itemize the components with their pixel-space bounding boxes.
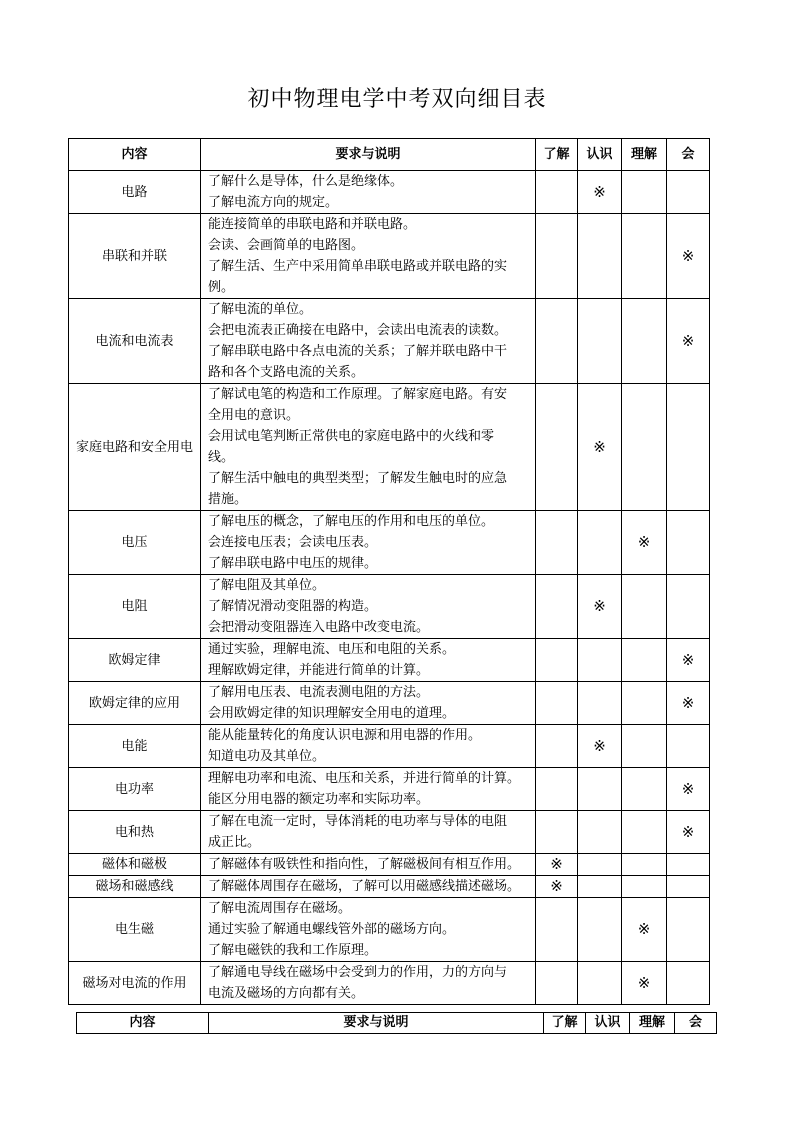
level-mark: ※ xyxy=(667,768,710,811)
level-cell-1 xyxy=(536,384,578,511)
header-desc: 要求与说明 xyxy=(209,1013,544,1034)
level-cell-1 xyxy=(536,511,578,575)
page-title: 初中物理电学中考双向细目表 xyxy=(247,87,547,112)
description-line: 了解用电压表、电流表测电阻的方法。 xyxy=(208,685,430,700)
description-line: 会连接电压表；会读电压表。 xyxy=(208,535,378,550)
level-cell-3 xyxy=(622,854,667,876)
description-line: 电流及磁场的方向都有关。 xyxy=(208,986,365,1001)
description-line: 线。 xyxy=(208,450,235,465)
level-cell-4 xyxy=(667,876,710,898)
description-line: 了解情况滑动变阻器的构造。 xyxy=(208,599,378,614)
table-header-row xyxy=(69,139,710,171)
description-line: 了解磁体有吸铁性和指向性，了解磁极间有相互作用。 xyxy=(208,857,521,872)
table-row xyxy=(69,876,710,898)
row-content: 电阻 xyxy=(69,575,201,639)
description-line: 理解电功率和电流、电压和关系，并进行简单的计算。 xyxy=(208,771,521,786)
level-mark: ※ xyxy=(536,876,578,898)
level-cell-2 xyxy=(578,962,622,1005)
row-content: 欧姆定律的应用 xyxy=(69,682,201,725)
row-content: 磁场和磁感线 xyxy=(69,876,201,898)
level-cell-3 xyxy=(622,682,667,725)
table-row xyxy=(69,682,710,725)
row-description xyxy=(201,682,536,725)
description-line: 全用电的意识。 xyxy=(208,408,300,423)
description-line: 了解电阻及其单位。 xyxy=(208,578,326,593)
table-row xyxy=(69,639,710,682)
level-mark: ※ xyxy=(667,299,710,384)
description-line: 了解电磁铁的我和工作原理。 xyxy=(208,943,378,958)
level-cell-3 xyxy=(622,299,667,384)
level-cell-1 xyxy=(536,214,578,299)
level-cell-2 xyxy=(578,214,622,299)
level-cell-2 xyxy=(578,299,622,384)
description-line: 了解通电导线在磁场中会受到力的作用，力的方向与 xyxy=(208,965,508,980)
description-line: 会用试电笔判断正常供电的家庭电路中的火线和零 xyxy=(208,429,495,444)
table-row xyxy=(69,384,710,511)
header-desc: 要求与说明 xyxy=(201,139,536,171)
level-cell-3 xyxy=(622,876,667,898)
header-level-3: 理解 xyxy=(630,1013,675,1034)
level-mark: ※ xyxy=(622,511,667,575)
row-content: 电路 xyxy=(69,171,201,214)
row-description xyxy=(201,639,536,682)
description-line: 能区分用电器的额定功率和实际功率。 xyxy=(208,792,430,807)
level-cell-1 xyxy=(536,682,578,725)
description-line: 了解电流方向的规定。 xyxy=(208,195,339,210)
level-mark: ※ xyxy=(622,962,667,1005)
second-table-header xyxy=(76,1012,717,1034)
level-cell-3 xyxy=(622,575,667,639)
row-content: 电功率 xyxy=(69,768,201,811)
level-cell-2 xyxy=(578,898,622,962)
row-description xyxy=(201,962,536,1005)
header-level-2: 认识 xyxy=(586,1013,630,1034)
level-mark: ※ xyxy=(578,171,622,214)
level-mark: ※ xyxy=(667,214,710,299)
level-cell-1 xyxy=(536,725,578,768)
level-cell-4 xyxy=(667,575,710,639)
level-cell-1 xyxy=(536,811,578,854)
table-row xyxy=(69,299,710,384)
description-line: 能连接简单的串联电路和并联电路。 xyxy=(208,217,417,232)
level-cell-2 xyxy=(578,876,622,898)
header-content: 内容 xyxy=(77,1013,209,1034)
table-row xyxy=(69,575,710,639)
level-cell-2 xyxy=(578,682,622,725)
level-cell-1 xyxy=(536,171,578,214)
level-cell-2 xyxy=(578,639,622,682)
level-mark: ※ xyxy=(622,898,667,962)
description-line: 能从能量转化的角度认识电源和用电器的作用。 xyxy=(208,728,482,743)
level-cell-3 xyxy=(622,384,667,511)
level-cell-4 xyxy=(667,962,710,1005)
level-cell-1 xyxy=(536,575,578,639)
level-mark: ※ xyxy=(536,854,578,876)
description-line: 了解串联电路中电压的规律。 xyxy=(208,556,378,571)
description-line: 了解试电笔的构造和工作原理。了解家庭电路。有安 xyxy=(208,387,508,402)
level-cell-1 xyxy=(536,639,578,682)
row-description xyxy=(201,511,536,575)
row-content: 磁场对电流的作用 xyxy=(69,962,201,1005)
level-mark: ※ xyxy=(578,725,622,768)
description-line: 知道电功及其单位。 xyxy=(208,749,326,764)
header-level-3: 理解 xyxy=(622,139,667,171)
table-row xyxy=(69,511,710,575)
table-header-row xyxy=(77,1013,717,1034)
level-cell-3 xyxy=(622,725,667,768)
requirements-table xyxy=(68,138,710,1005)
row-content: 电和热 xyxy=(69,811,201,854)
table-row xyxy=(69,171,710,214)
level-cell-3 xyxy=(622,639,667,682)
level-cell-3 xyxy=(622,171,667,214)
row-content: 欧姆定律 xyxy=(69,639,201,682)
description-line: 路和各个支路电流的关系。 xyxy=(208,365,365,380)
level-cell-1 xyxy=(536,962,578,1005)
level-mark: ※ xyxy=(667,639,710,682)
description-line: 了解电流的单位。 xyxy=(208,302,313,317)
row-description xyxy=(201,214,536,299)
level-cell-3 xyxy=(622,811,667,854)
description-line: 了解生活中触电的典型类型；了解发生触电时的应急 xyxy=(208,471,508,486)
row-content: 家庭电路和安全用电 xyxy=(69,384,201,511)
level-cell-1 xyxy=(536,299,578,384)
description-line: 例。 xyxy=(208,280,235,295)
header-level-4: 会 xyxy=(675,1013,717,1034)
row-content: 电压 xyxy=(69,511,201,575)
table-row xyxy=(69,898,710,962)
description-line: 了解串联电路中各点电流的关系；了解并联电路中干 xyxy=(208,344,508,359)
row-content: 电流和电流表 xyxy=(69,299,201,384)
level-cell-4 xyxy=(667,725,710,768)
description-line: 会用欧姆定律的知识理解安全用电的道理。 xyxy=(208,706,456,721)
description-line: 通过实验了解通电螺线管外部的磁场方向。 xyxy=(208,922,456,937)
level-cell-4 xyxy=(667,854,710,876)
header-level-1: 了解 xyxy=(544,1013,586,1034)
table-row xyxy=(69,962,710,1005)
level-cell-1 xyxy=(536,768,578,811)
description-line: 通过实验，理解电流、电压和电阻的关系。 xyxy=(208,642,456,657)
row-description xyxy=(201,384,536,511)
row-content: 串联和并联 xyxy=(69,214,201,299)
header-level-1: 了解 xyxy=(536,139,578,171)
description-line: 会读、会画简单的电路图。 xyxy=(208,238,365,253)
header-level-2: 认识 xyxy=(578,139,622,171)
description-line: 了解电压的概念，了解电压的作用和电压的单位。 xyxy=(208,514,495,529)
level-mark: ※ xyxy=(667,682,710,725)
level-cell-1 xyxy=(536,898,578,962)
level-mark: ※ xyxy=(578,384,622,511)
description-line: 会把滑动变阻器连入电路中改变电流。 xyxy=(208,620,430,635)
level-cell-2 xyxy=(578,768,622,811)
row-description xyxy=(201,811,536,854)
row-content: 电能 xyxy=(69,725,201,768)
description-line: 了解什么是导体，什么是绝缘体。 xyxy=(208,174,404,189)
description-line: 了解电流周围存在磁场。 xyxy=(208,901,352,916)
level-cell-2 xyxy=(578,811,622,854)
row-description xyxy=(201,725,536,768)
table-row xyxy=(69,768,710,811)
level-cell-2 xyxy=(578,854,622,876)
description-line: 措施。 xyxy=(208,492,248,507)
table-row xyxy=(69,725,710,768)
description-line: 成正比。 xyxy=(208,835,261,850)
level-cell-2 xyxy=(578,511,622,575)
level-cell-4 xyxy=(667,171,710,214)
level-mark: ※ xyxy=(578,575,622,639)
level-cell-3 xyxy=(622,768,667,811)
row-content: 磁体和磁极 xyxy=(69,854,201,876)
row-description xyxy=(201,299,536,384)
description-line: 了解磁体周围存在磁场，了解可以用磁感线描述磁场。 xyxy=(208,879,521,894)
row-description xyxy=(201,876,536,898)
description-line: 了解生活、生产中采用简单串联电路或并联电路的实 xyxy=(208,259,508,274)
level-cell-4 xyxy=(667,511,710,575)
table-row xyxy=(69,214,710,299)
row-description xyxy=(201,171,536,214)
row-content: 电生磁 xyxy=(69,898,201,962)
level-cell-3 xyxy=(622,214,667,299)
row-description xyxy=(201,768,536,811)
table-body xyxy=(69,171,710,1005)
header-level-4: 会 xyxy=(667,139,710,171)
description-line: 会把电流表正确接在电路中，会读出电流表的读数。 xyxy=(208,323,508,338)
level-mark: ※ xyxy=(667,811,710,854)
row-description xyxy=(201,854,536,876)
row-description xyxy=(201,898,536,962)
row-description xyxy=(201,575,536,639)
level-cell-4 xyxy=(667,898,710,962)
table-row xyxy=(69,854,710,876)
level-cell-4 xyxy=(667,384,710,511)
description-line: 了解在电流一定时，导体消耗的电功率与导体的电阻 xyxy=(208,814,508,829)
header-content: 内容 xyxy=(69,139,201,171)
table-row xyxy=(69,811,710,854)
description-line: 理解欧姆定律，并能进行简单的计算。 xyxy=(208,663,430,678)
